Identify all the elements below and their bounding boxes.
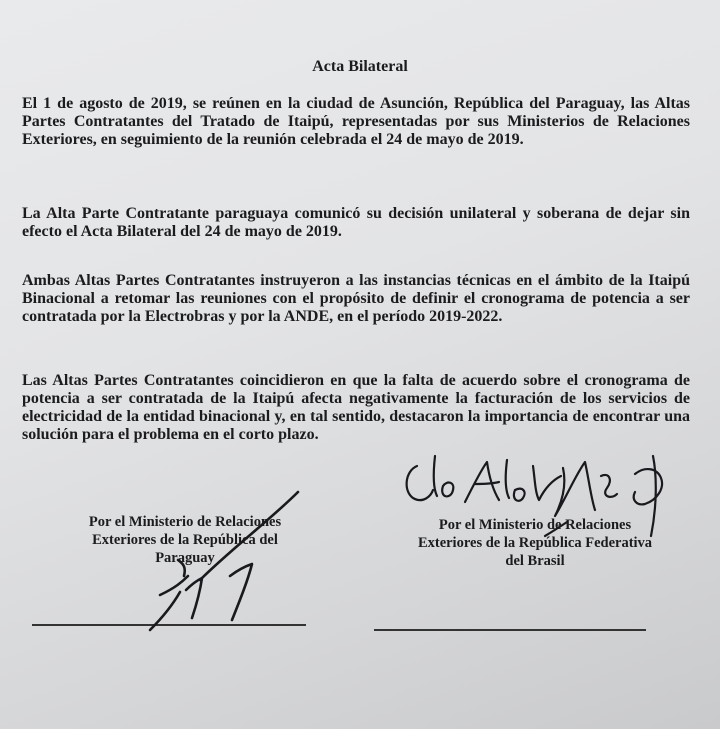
signature-caption-line: del Brasil bbox=[505, 553, 565, 569]
paragraph-decision: La Alta Parte Contratante paraguaya comunicó su decisión unilateral y soberana de dejar sin efecto el Acta Bilateral del 24 de mayo de 2019. bbox=[22, 205, 690, 240]
signature-block-brasil bbox=[370, 516, 700, 570]
paragraph-instructions: Ambas Altas Partes Contratantes instruyeron a las instancias técnicas en el ámbito de la Itaipú Binacional a retomar las reuniones con el propósito de definir el cronograma de potencia a ser contratada por la Electrobras y por la ANDE, en el período 2019-2022. bbox=[22, 272, 690, 325]
paragraph-agreement: Las Altas Partes Contratantes coincidieron en que la falta de acuerdo sobre el cronograma de potencia a ser contratada de la Itaipú afecta negativamente la facturación de los servicios de electricidad de la entidad binacional y, en tal sentido, destacaron la importancia de encontrar una solución para el problema en el corto plazo. bbox=[22, 372, 690, 443]
signature-line-left bbox=[32, 624, 306, 626]
signature-caption-line: Exteriores de la República Federativa bbox=[417, 535, 653, 551]
signature-line-right bbox=[374, 629, 646, 631]
paragraph-meeting: El 1 de agosto de 2019, se reúnen en la ciudad de Asunción, República del Paraguay, las Altas Partes Contratantes del Tratado de Itaipú, representadas por sus Ministerios de Relaciones Exteriores, en seguimiento de la reunión celebrada el 24 de mayo de 2019. bbox=[22, 95, 690, 148]
signature-caption-line: Exteriores de la República del bbox=[92, 532, 278, 548]
signature-caption-line: Por el Ministerio de Relaciones bbox=[88, 514, 282, 530]
document-title: Acta Bilateral bbox=[312, 58, 408, 75]
signature-caption-line: Por el Ministerio de Relaciones bbox=[438, 517, 632, 533]
signature-caption-line: Paraguay bbox=[155, 550, 215, 566]
signature-block-paraguay bbox=[40, 513, 330, 567]
